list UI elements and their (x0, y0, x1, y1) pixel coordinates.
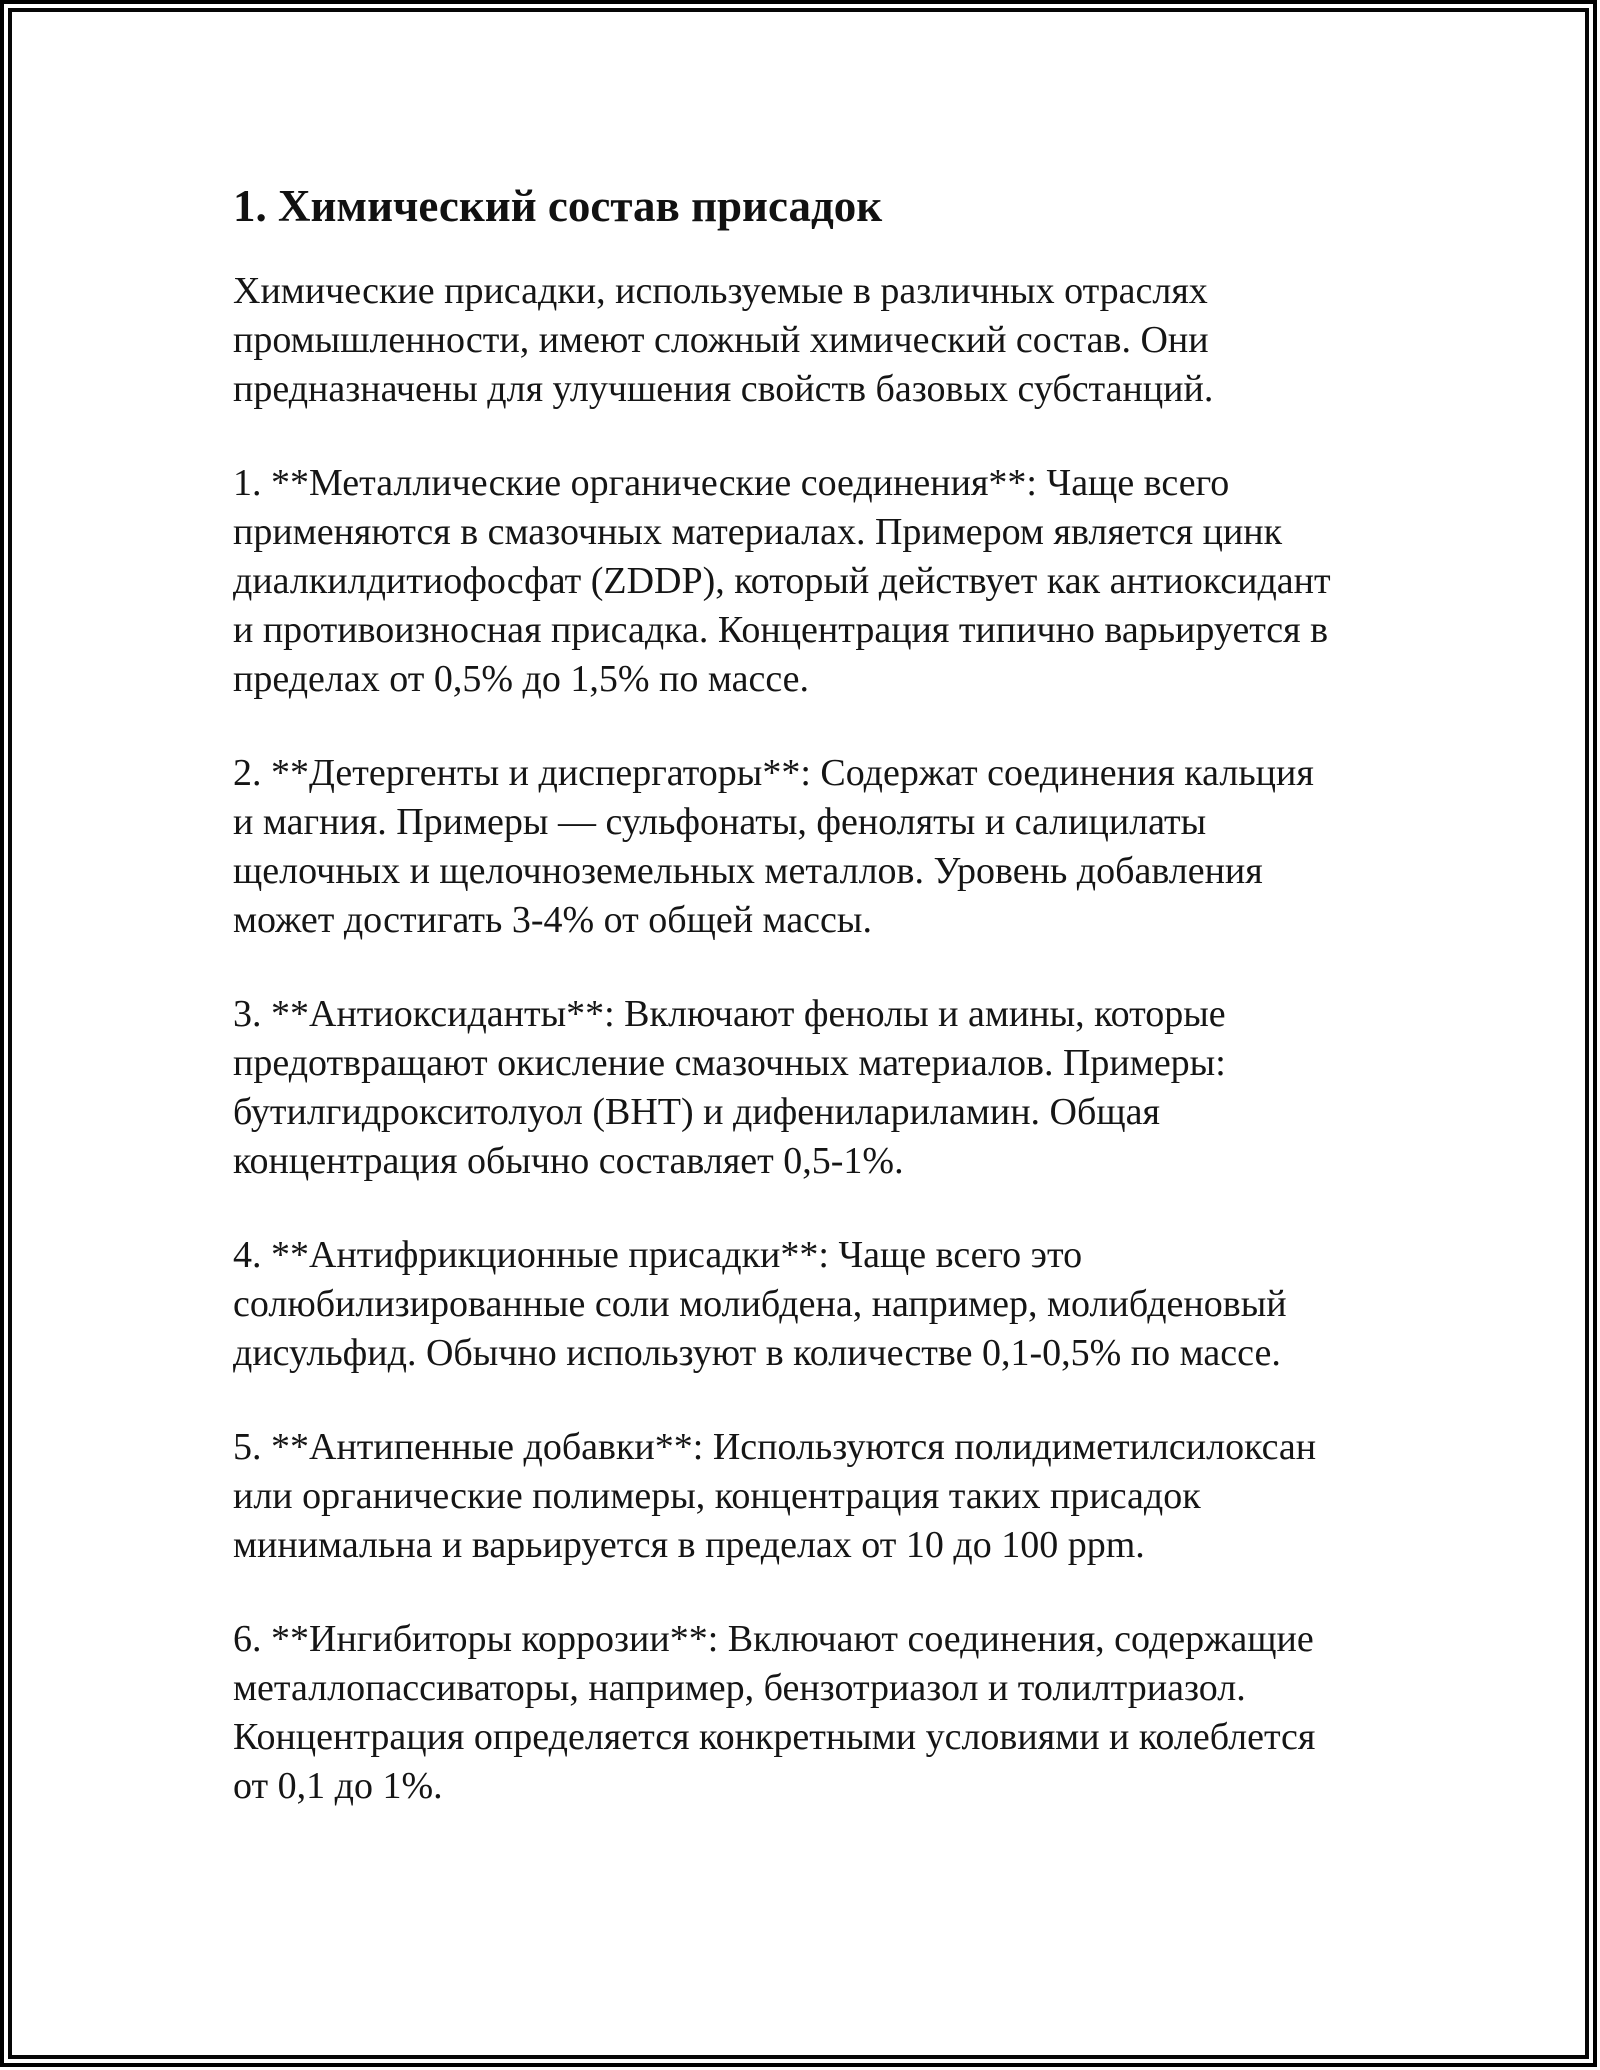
list-item-antioxidants: 3. **Антиоксиданты**: Включают фенолы и амины, которые предотвращают окисление смазочных материалов. Примеры: бутилгидрокситолуол (BHT) и дифенилариламин. Общая концентрация обычно составляет 0,5-1%. (233, 993, 1226, 1182)
list-item-antifriction-additives: 4. **Антифрикционные присадки**: Чаще всего это солюбилизированные соли молибдена, например, молибденовый дисульфид. Обычно используют в количестве 0,1-0,5% по массе. (233, 1234, 1287, 1374)
list-item-corrosion-inhibitors: 6. **Ингибиторы коррозии**: Включают соединения, содержащие металлопассиваторы, например, бензотриазол и толилтриазол. Концентрация определяется конкретными условиями и колеблется от 0,1 до 1%. (233, 1618, 1316, 1807)
list-item-metallic-compounds: 1. **Металлические органические соединения**: Чаще всего применяются в смазочных материалах. Примером является цинк диалкилдитиофосфат (ZDDP), который действует как антиоксидант и противоизносная присадка. Концентрация типично варьируется в пределах от 0,5% до 1,5% по массе. (233, 462, 1331, 700)
list-item-detergents-dispersants: 2. **Детергенты и диспергаторы**: Содержат соединения кальция и магния. Примеры — сульфонаты, феноляты и салицилаты щелочных и щелочноземельных металлов. Уровень добавления может достигать 3-4% от общей массы. (233, 752, 1314, 941)
section-title: 1. Химический состав присадок (233, 181, 883, 231)
intro-paragraph: Химические присадки, используемые в различных отраслях промышленности, имеют сложный химический состав. Они предназначены для улучшения свойств базовых субстанций. (233, 270, 1214, 410)
list-item-antifoam-additives: 5. **Антипенные добавки**: Используются полидиметилсилоксан или органические полимеры, концентрация таких присадок минимальна и варьируется в пределах от 10 до 100 ppm. (233, 1426, 1317, 1566)
document-content (233, 176, 1343, 1811)
